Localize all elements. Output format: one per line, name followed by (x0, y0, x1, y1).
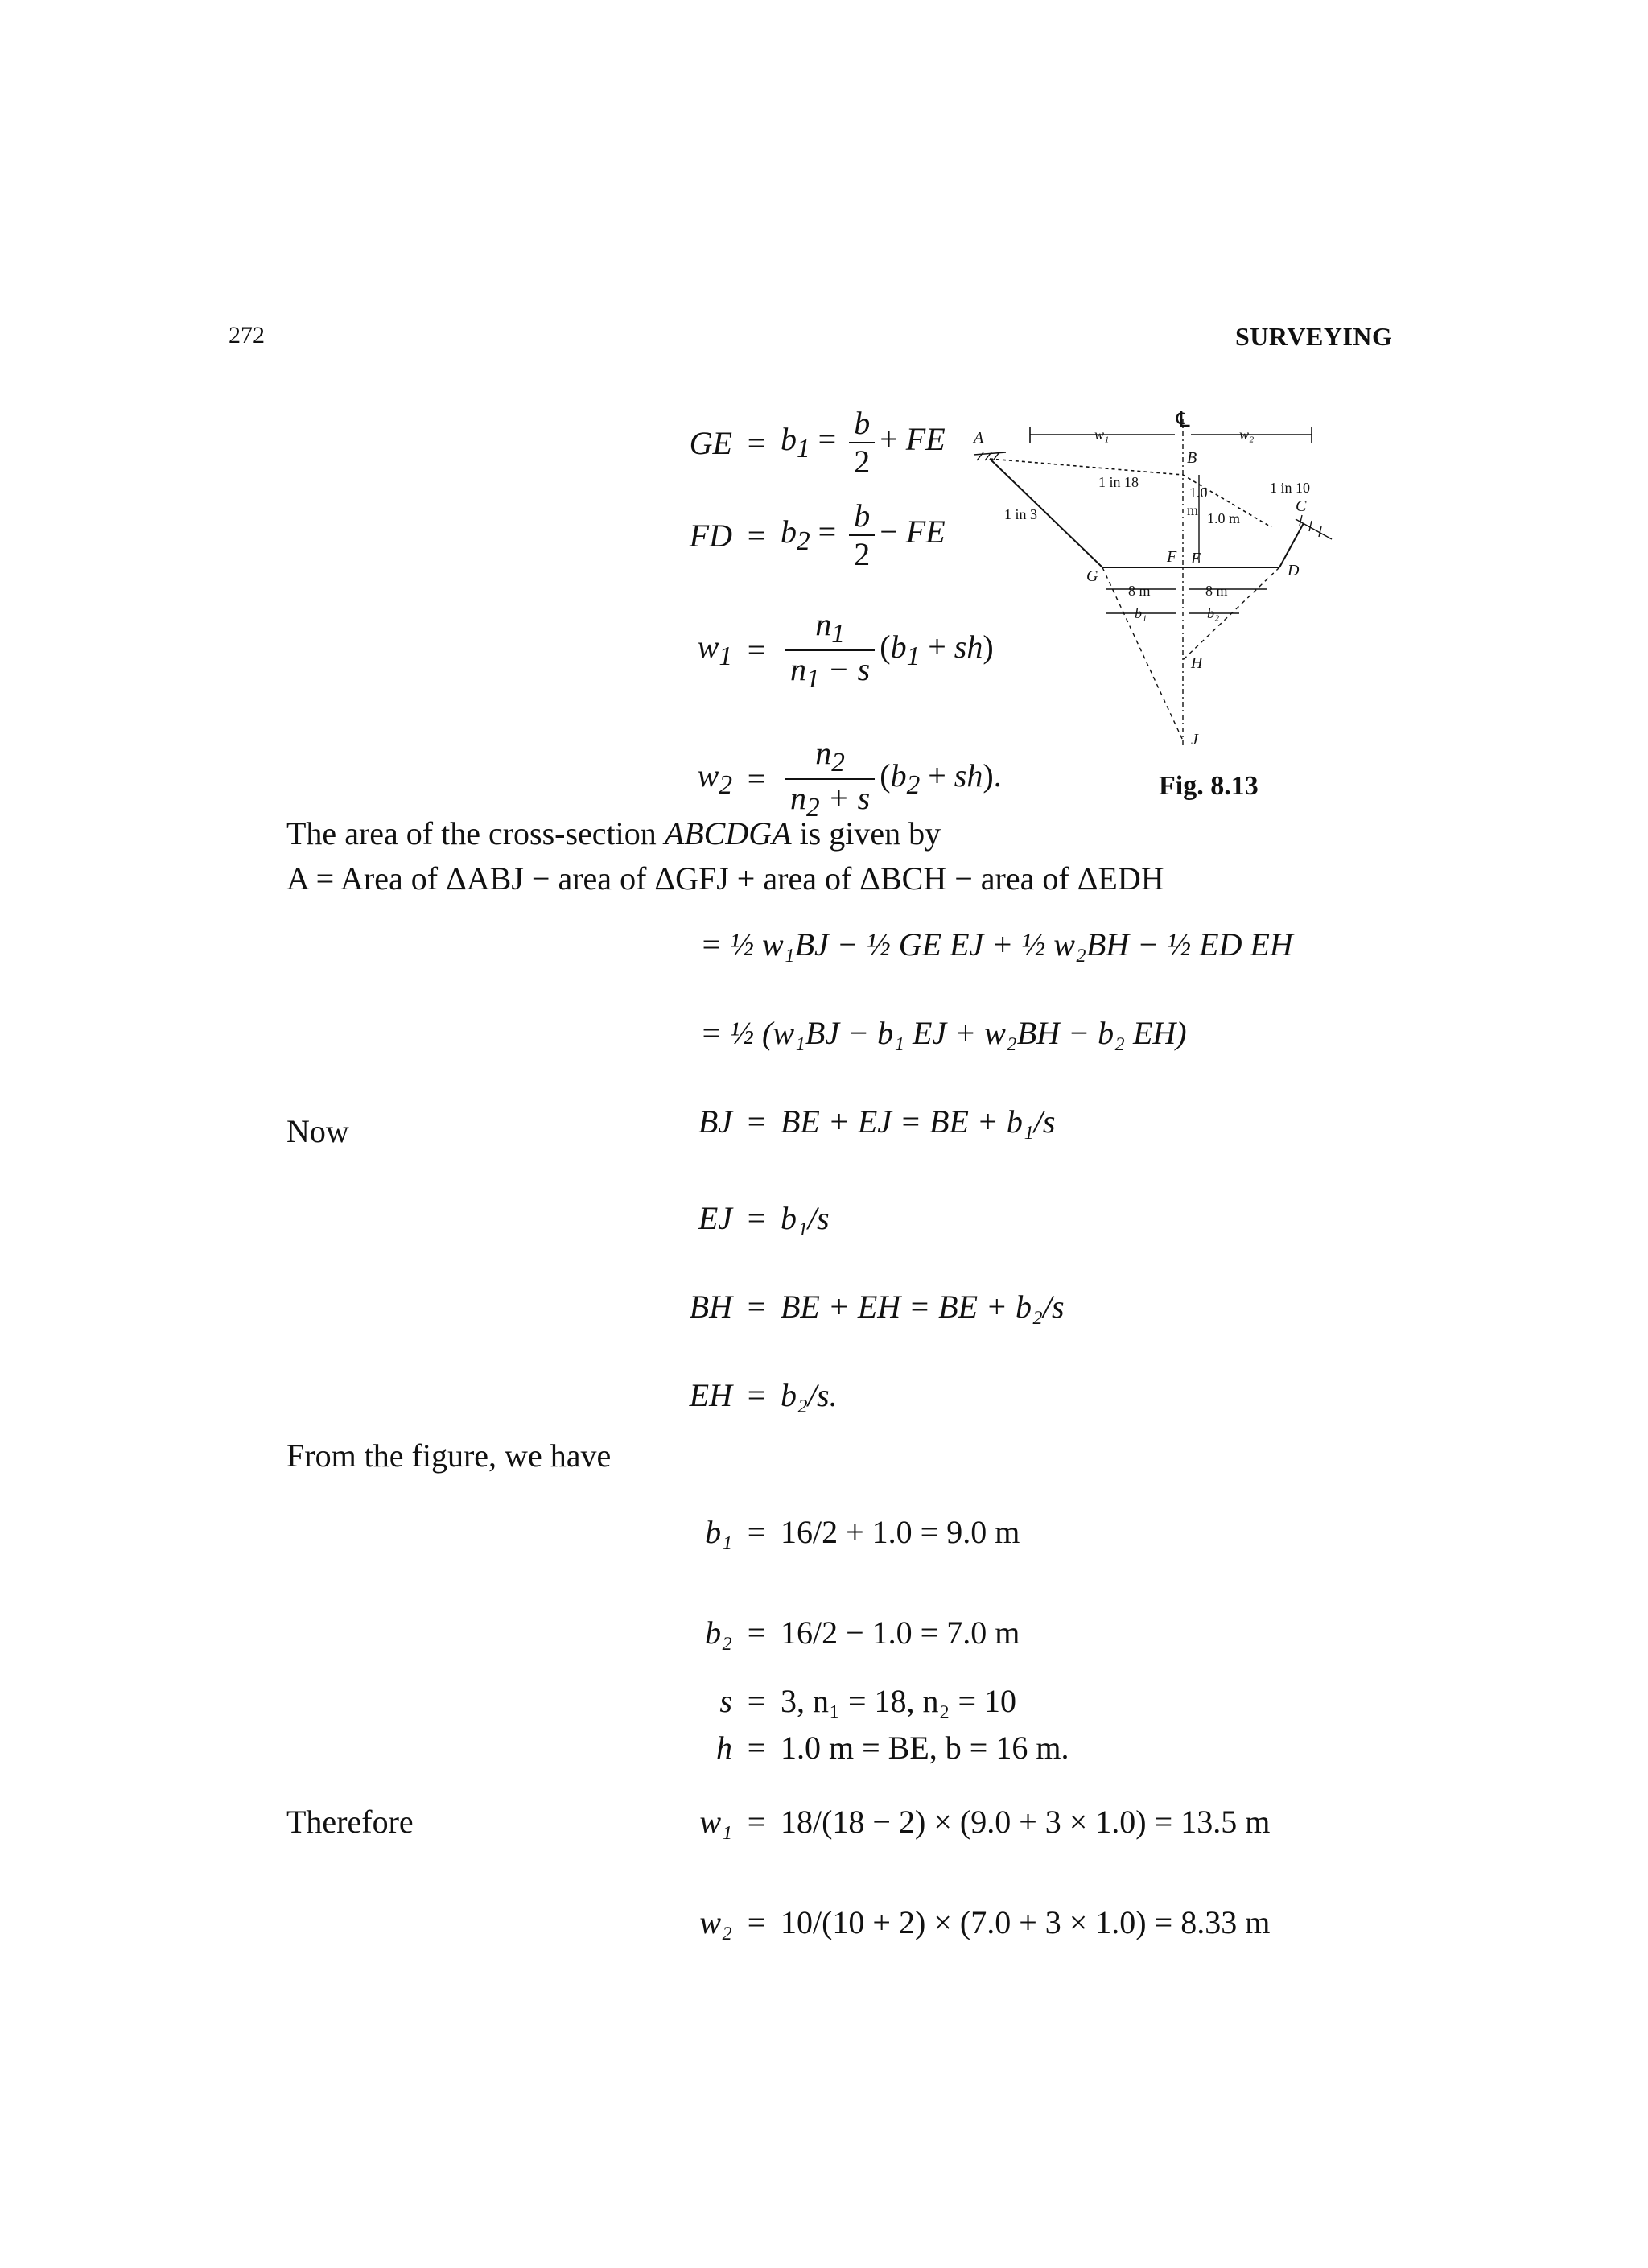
label-therefore: Therefore (286, 1804, 414, 1840)
val-s: s = 3, n₁ = 18, n₂ = 10 (719, 1683, 1017, 1719)
label-G: G (1086, 567, 1098, 585)
dim-1m-a: 1.0 (1189, 485, 1208, 501)
page-number: 272 (229, 322, 265, 348)
eq-fd: FD = $b_2$ = $\frac{b}{2}$ − FE (689, 497, 946, 572)
label-J: J (1191, 731, 1198, 748)
area-step-1: = ½ w₁BJ − ½ GE EJ + ½ w₂BH − ½ ED EH (700, 926, 1293, 963)
label-C: C (1296, 497, 1307, 515)
eq-bh: BH = BE + EH = BE + b₂/s (689, 1289, 1065, 1325)
slope-1-in-10: 1 in 10 (1270, 480, 1311, 496)
figure-caption: Fig. 8.13 (1159, 771, 1259, 801)
val-w1: w₁ = 18/(18 − 2) × (9.0 + 3 × 1.0) = 13.5 m (699, 1804, 1271, 1840)
val-b1: b₁ = 16/2 + 1.0 = 9.0 m (705, 1514, 1020, 1550)
eq-ej: EJ = b₁/s (698, 1200, 830, 1236)
dim-8m-left: 8 m (1128, 583, 1151, 599)
eq-w1: $w_1$ = $\frac{n_1}{n_1 - s}$ $(b_1 + sh)$ (697, 606, 994, 694)
area-step-2: = ½ (w₁BJ − b₁ EJ + w₂BH − b₂ EH) (700, 1015, 1187, 1051)
eq-ge: GE = $b_1$ = $\frac{b}{2}$ + FE (689, 405, 946, 480)
eq-eh: EH = b₂/s. (689, 1377, 838, 1413)
eq-bj: BJ = BE + EJ = BE + b₁/s (698, 1103, 1056, 1140)
label-w2: w₂ (1239, 427, 1255, 443)
area-formula: A = Area of ΔABJ − area of ΔGFJ + area of ΔBCH − area of ΔEDH (286, 860, 1164, 897)
label-B: B (1187, 449, 1197, 467)
centerline-symbol: ℄ (1176, 408, 1190, 431)
label-E: E (1191, 550, 1201, 567)
val-h: h = 1.0 m = BE, b = 16 m. (716, 1730, 1069, 1766)
figure-cross-section (941, 402, 1392, 781)
slope-1-in-18: 1 in 18 (1098, 474, 1139, 490)
area-intro: The area of the cross-section ABCDGA is given by (286, 815, 941, 852)
val-w2: w₂ = 10/(10 + 2) × (7.0 + 3 × 1.0) = 8.33 m (699, 1904, 1271, 1940)
label-A: A (974, 429, 984, 447)
val-b2: b₂ = 16/2 − 1.0 = 7.0 m (705, 1614, 1020, 1651)
label-D: D (1288, 562, 1300, 579)
label-b2: b₂ (1207, 605, 1220, 621)
slope-1-in-3: 1 in 3 (1004, 506, 1038, 522)
running-title: SURVEYING (1235, 322, 1393, 351)
dim-1m-b: m (1187, 502, 1199, 518)
eq-w2: $w_2$ = $\frac{n_2}{n_2 + s}$ $(b_2 + sh)$. (697, 735, 1002, 823)
label-from-figure: From the figure, we have (286, 1437, 612, 1474)
dim-1m-c: 1.0 m (1207, 510, 1241, 526)
label-now: Now (286, 1113, 349, 1149)
label-b1: b₁ (1135, 605, 1147, 621)
dim-8m-right: 8 m (1205, 583, 1228, 599)
label-F: F (1167, 548, 1177, 566)
label-w1: w₁ (1094, 427, 1110, 443)
label-H: H (1191, 654, 1203, 672)
